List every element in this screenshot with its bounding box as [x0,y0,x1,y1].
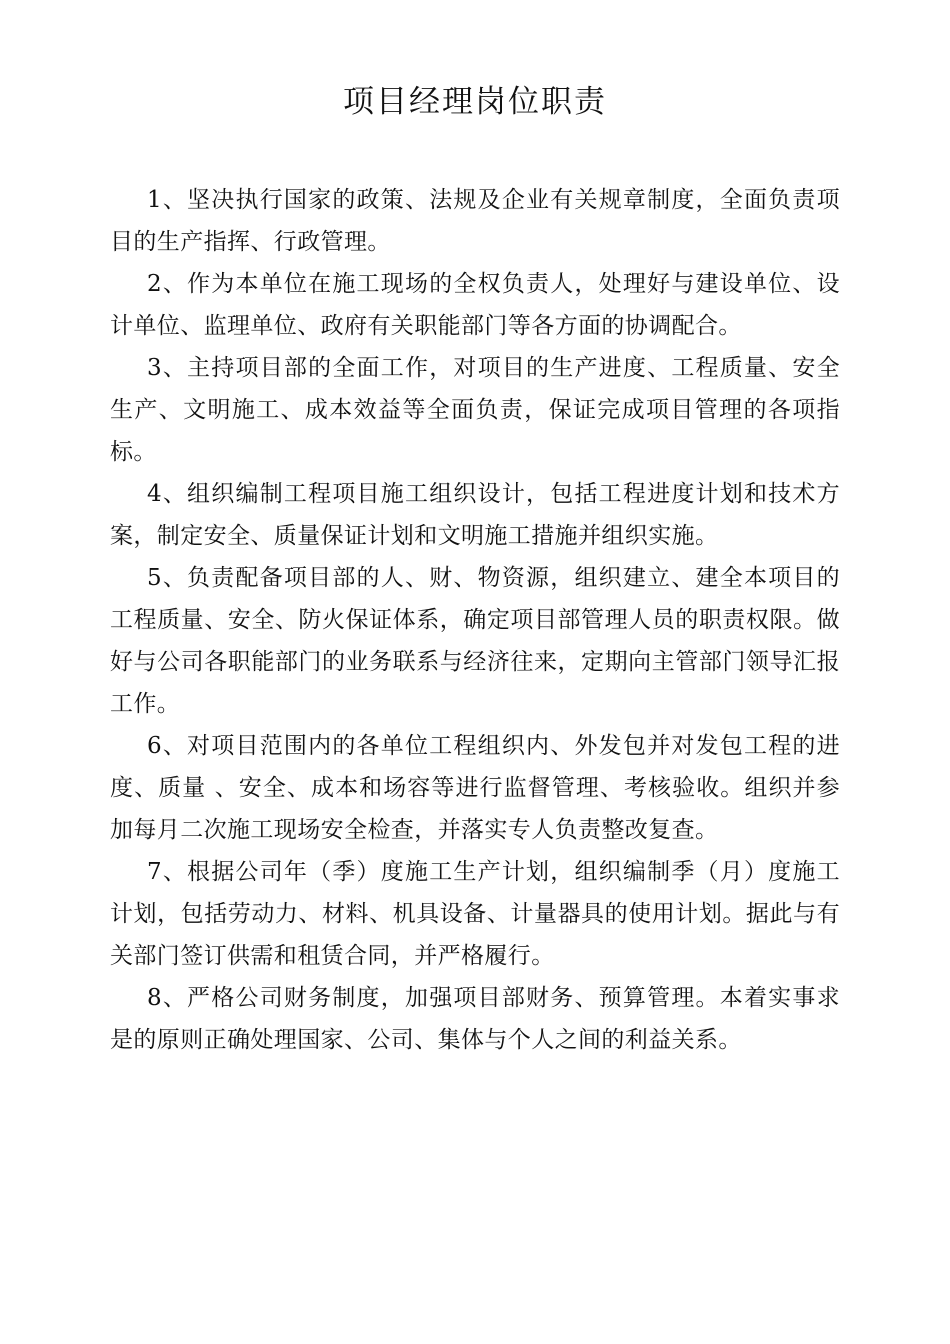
page-title: 项目经理岗位职责 [343,84,607,120]
duty-paragraph-8: 8、严格公司财务制度，加强项目部财务、预算管理。本着实事求是的原则正确处理国家、公司、集体与个人之间的利益关系。 [110,985,840,1053]
duty-paragraph-1: 1、坚决执行国家的政策、法规及企业有关规章制度，全面负责项目的生产指挥、行政管理。 [110,187,840,255]
duty-paragraph-5: 5、负责配备项目部的人、财、物资源，组织建立、建全本项目的工程质量、安全、防火保证体系，确定项目部管理人员的职责权限。做好与公司各职能部门的业务联系与经济往来，定期向主管部门领导汇报工作。 [110,565,840,717]
duty-paragraph-4: 4、组织编制工程项目施工组织设计，包括工程进度计划和技术方案，制定安全、质量保证计划和文明施工措施并组织实施。 [110,481,840,549]
duty-paragraph-6: 6、对项目范围内的各单位工程组织内、外发包并对发包工程的进度、质量 、安全、成本和场容等进行监督管理、考核验收。组织并参加每月二次施工现场安全检查，并落实专人负责整改复查。 [110,733,840,843]
duty-paragraph-7: 7、根据公司年（季）度施工生产计划，组织编制季（月）度施工计划，包括劳动力、材料、机具设备、计量器具的使用计划。据此与有关部门签订供需和租赁合同，并严格履行。 [110,859,840,969]
duty-paragraph-3: 3、主持项目部的全面工作，对项目的生产进度、工程质量、安全生产、文明施工、成本效益等全面负责，保证完成项目管理的各项指标。 [110,355,840,465]
document-body [110,179,840,1061]
duty-paragraph-2: 2、作为本单位在施工现场的全权负责人，处理好与建设单位、设计单位、监理单位、政府有关职能部门等各方面的协调配合。 [110,271,840,339]
